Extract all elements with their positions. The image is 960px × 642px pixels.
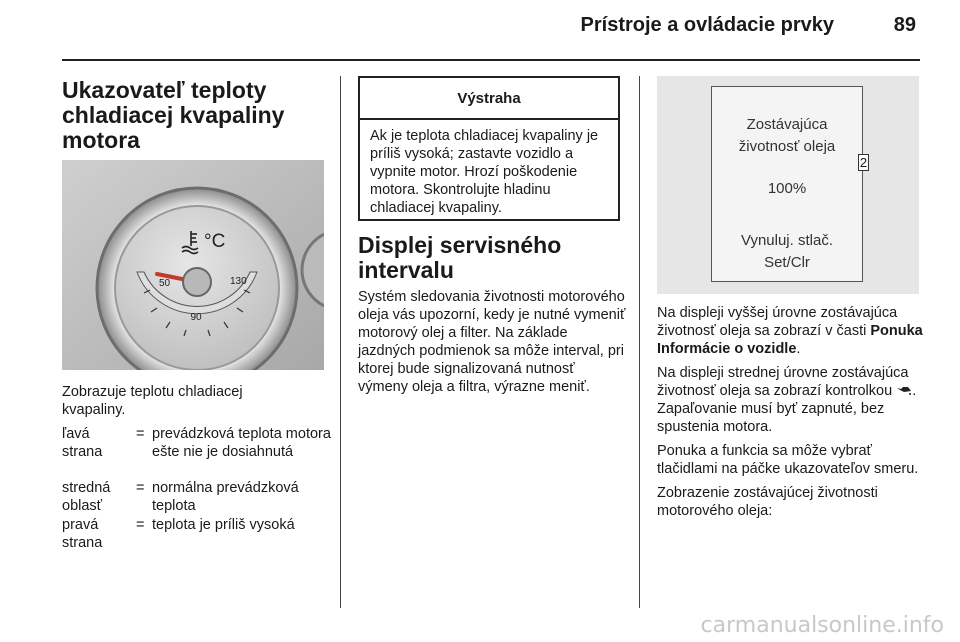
warning-box (358, 76, 620, 221)
paragraph (657, 364, 925, 436)
heading-line: chladiacej kvapaliny (62, 102, 285, 128)
paragraph-text: . Zapaľovanie musí byť zapnuté, bez spustenia motora. (657, 383, 917, 435)
oil-change-indicator-icon (896, 385, 912, 395)
gauge-label-max: 130 (230, 276, 247, 287)
right-column-text (657, 304, 925, 526)
warning-text: Ak je teplota chladiacej kvapaliny je príliš vysoká; zastavte vozidlo a vypnite motor. Hrozí poškodenie motora. Skontrolujte hladinu chladiacej kvapaliny. (370, 128, 599, 216)
paragraph: Zobrazenie zostávajúcej životnosti motorového oleja: (657, 485, 878, 519)
running-header-title: Prístroje a ovládacie prvky (580, 14, 834, 36)
header-rule (62, 59, 920, 61)
definition-term: ľavá strana (62, 426, 103, 460)
service-interval-heading (358, 233, 628, 283)
gauge-label-min: 50 (159, 278, 171, 289)
definition-row (62, 425, 332, 479)
definition-row (62, 479, 332, 516)
paragraph: Ponuka a funkcia sa môže vybrať tlačidlami na páčke ukazovateľov smeru. (657, 443, 919, 477)
gauge-label-mid: 90 (190, 312, 202, 323)
column-divider-2 (639, 76, 640, 608)
column-divider-1 (340, 76, 341, 608)
display-reset-button-label: Set/Clr (764, 254, 810, 271)
display-callout-marker: 2 (859, 155, 868, 170)
heading-line: Displej servisného (358, 232, 562, 258)
definition-text: prevádzková teplota motora ešte nie je dosiahnutá (152, 426, 331, 460)
definition-term: stredná oblasť (62, 480, 111, 514)
definition-equals: = (136, 426, 145, 442)
service-interval-paragraph: Systém sledovania životnosti motorového oleja vás upozorní, kedy je nutné vymeniť motorový olej a filter. Na základe jazdných podmienok sa môže interval, pri ktorej bude signalizovaná nutnosť výmeny oleja a filtra, výrazne meniť. (358, 289, 626, 395)
gauge-hub (183, 268, 211, 296)
warning-title: Výstraha (360, 78, 618, 120)
heading-line: intervalu (358, 257, 454, 283)
heading-line: motora (62, 127, 140, 153)
heading-line: Ukazovateľ teploty (62, 77, 267, 103)
gauge-definition-list (62, 425, 332, 552)
watermark: carmanualsonline.info (700, 613, 944, 638)
gauge-unit-symbol: °C (204, 231, 226, 252)
page-number: 89 (893, 14, 916, 36)
paragraph-text: . (796, 341, 801, 357)
definition-equals: = (136, 517, 145, 533)
coolant-gauge-illustration (62, 160, 324, 370)
paragraph-text: Na displeji strednej úrovne zostávajúca životnosť oleja sa zobrazí kontrolkou (657, 365, 909, 399)
coolant-gauge-heading (62, 78, 332, 153)
definition-row (62, 516, 332, 552)
oil-life-display-screen (711, 86, 863, 282)
display-line-subtitle: životnosť oleja (738, 138, 836, 155)
paragraph (657, 304, 925, 358)
definition-text: normálna prevádzková teplota (152, 480, 299, 514)
display-reset-instruction: Vynuluj. stlač. (741, 232, 833, 249)
definition-term: pravá strana (62, 517, 103, 551)
gauge-caption: Zobrazuje teplotu chladiacej kvapaliny. (62, 384, 243, 418)
definition-text: teplota je príliš vysoká (152, 517, 295, 533)
display-oil-life-value: 100% (767, 180, 807, 197)
display-line-title: Zostávajúca (746, 116, 828, 133)
definition-equals: = (136, 480, 145, 496)
paragraph-text: Na displeji vyššej úrovne zostávajúca životnosť oleja sa zobrazí v časti (657, 305, 898, 339)
menu-name-bold: Ponuka Informácie o vozidle (657, 323, 923, 357)
